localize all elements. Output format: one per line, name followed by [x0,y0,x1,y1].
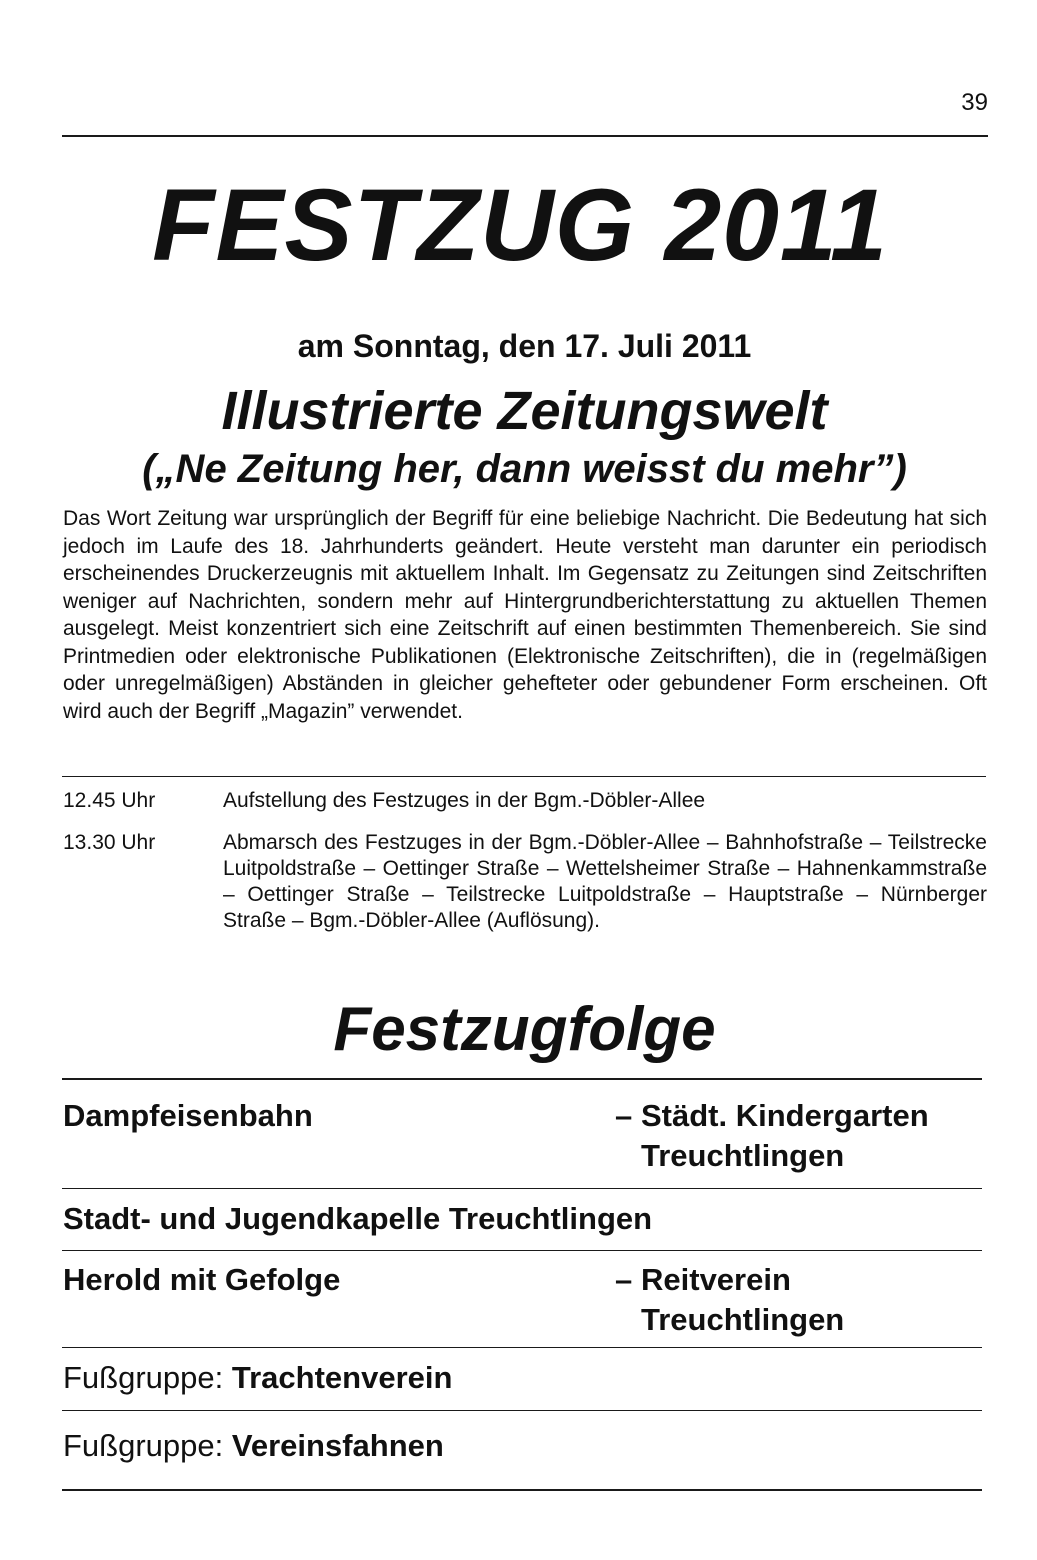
schedule-time: 13.30 Uhr [63,831,156,854]
entry-group [615,1096,987,1176]
bottom-rule [62,1489,982,1491]
entry-divider [62,1250,982,1251]
schedule-text: Abmarsch des Festzuges in der Bgm.-Döbler-Allee – Bahnhofstraße – Teilstrecke Luitpoldstraße – Oettinger Straße – Wettelsheimer Straße – Hahnenkammstraße – Oettinger Straße – Teilstrecke Luitpoldstraße – Hauptstraße – Nürnberger Straße – Bgm.-Döbler-Allee (Auflösung). [223,831,987,932]
entry-value: Trachtenverein [231,1360,453,1395]
intro-paragraph: Das Wort Zeitung war ursprünglich der Begriff für eine beliebige Nachricht. Die Bedeutung hat sich jedoch im Laufe des 18. Jahrhunderts geändert. Heute versteht man darunter ein periodisch erscheinendes Druckerzeugnis mit aktuellem Inhalt. Im Gegensatz zu Zeitungen sind Zeitschriften weniger auf Nachrichten, sondern mehr auf Hintergrundberichterstattung zu aktuellen Themen ausgelegt. Meist konzentriert sich eine Zeitschrift auf einen bestimmten Themenbereich. Sie sind Printmedien oder elektronische Publikationen (Elektronische Zeitschriften), die in (regelmäßigen oder unregelmäßigen) Abständen in gleicher gehefteter oder gebundener Form erscheinen. Oft wird auch der Begriff „Magazin” verwendet. [63,507,987,723]
entry-name: Stadt- und Jugendkapelle Treuchtlingen [63,1201,653,1236]
entry-dash: – [615,1262,633,1297]
section-rule [62,1078,982,1080]
page-number: 39 [961,89,988,116]
event-date: am Sonntag, den 17. Juli 2011 [297,328,752,364]
page-title: FESTZUG 2011 [152,168,888,282]
schedule-rule [62,776,986,777]
entry-name: Herold mit Gefolge [63,1262,341,1297]
entry-group-line: Treuchtlingen [641,1302,845,1337]
entry-dash: – [615,1098,633,1133]
section-title: Festzugfolge [333,995,716,1064]
entry-group-line: Städt. Kindergarten [641,1098,929,1133]
entry-group-line: Treuchtlingen [641,1138,845,1173]
entry-line [63,1426,444,1466]
top-rule [62,135,988,137]
entry-group [615,1260,987,1340]
entry-value: Vereinsfahnen [231,1428,444,1463]
entry-name: Dampfeisenbahn [63,1098,313,1133]
entry-divider [62,1188,982,1189]
schedule-time: 12.45 Uhr [63,789,156,812]
schedule-text: Aufstellung des Festzuges in der Bgm.-Döbler-Allee [223,789,706,812]
entry-label: Fußgruppe: [63,1360,224,1395]
theme-title: Illustrierte Zeitungswelt [221,381,828,441]
entry-divider [62,1347,982,1348]
entry-line [63,1358,452,1398]
entry-label: Fußgruppe: [63,1428,224,1463]
entry-divider [62,1410,982,1411]
theme-subtitle: („Ne Zeitung her, dann weisst du mehr”) [142,447,907,491]
entry-group-line: Reitverein [641,1262,791,1297]
